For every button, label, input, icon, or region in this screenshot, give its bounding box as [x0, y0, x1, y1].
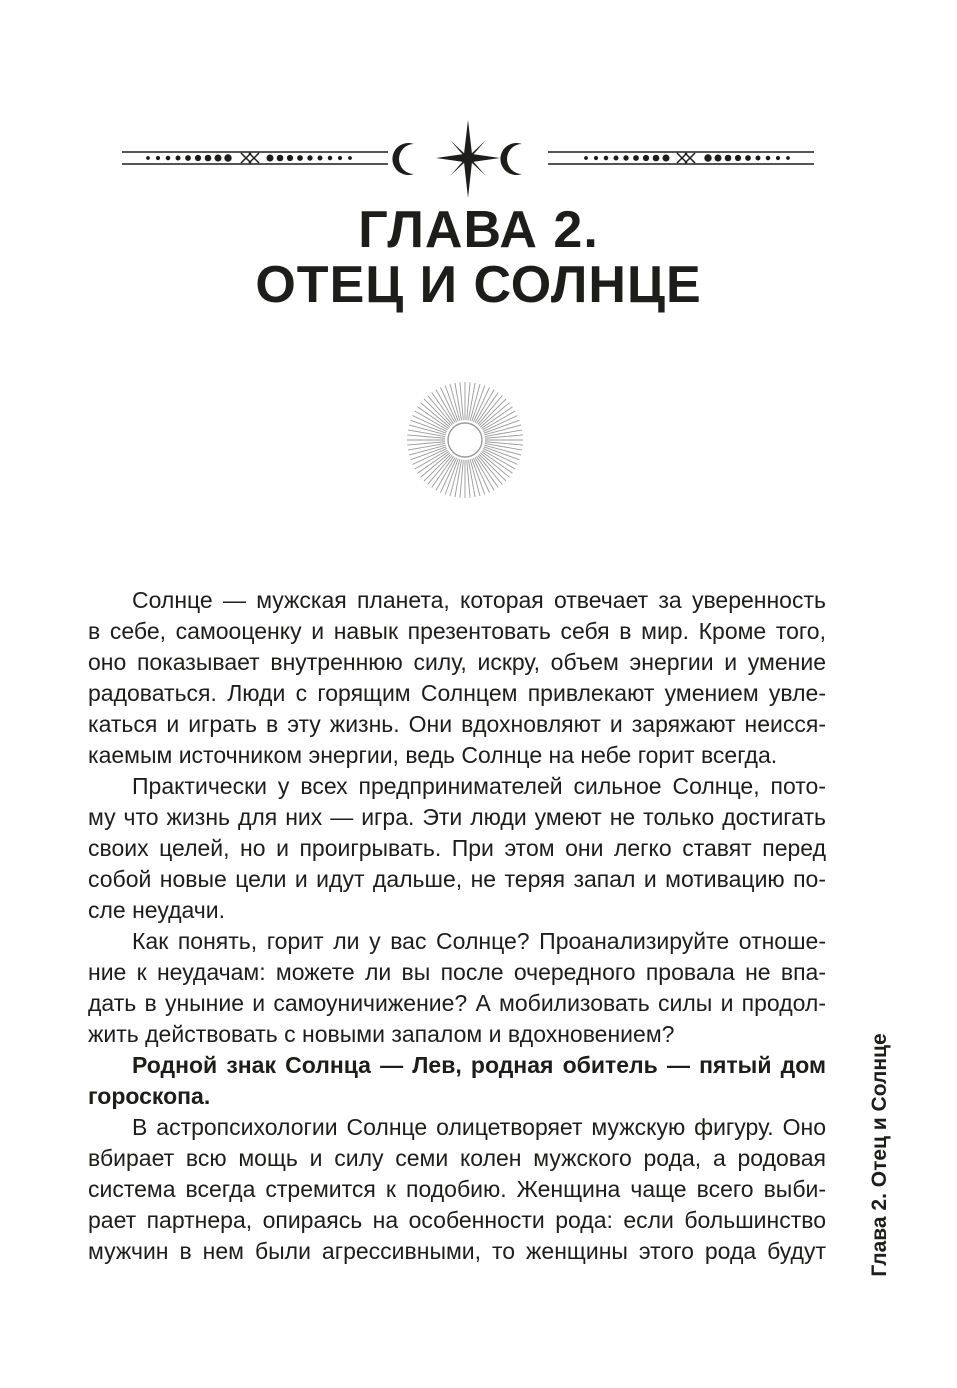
text-line: му что жизнь для них — игра. Эти люди умеют не только достигать	[88, 804, 826, 830]
text-line: оно показывает внутреннюю силу, искру, объем энергии и умение	[88, 649, 826, 675]
text-line: система всегда стремится к подобию. Женщина чаще всего выби-	[88, 1176, 826, 1202]
text-line: Практически у всех предпринимателей сильное Солнце, пото-	[132, 773, 826, 799]
chapter-title-line-2: ОТЕЦ И СОЛНЦЕ	[255, 256, 702, 314]
crescent-moon-icon	[500, 143, 522, 175]
text-line: Солнце — мужская планета, которая отвечает за уверенность	[132, 587, 826, 613]
right-border-line	[548, 152, 814, 164]
text-line: в себе, самооценку и навык презентовать себя в мир. Кроме того,	[88, 618, 826, 644]
text-line: своих целей, но и проигрывать. При этом они легко ставят перед	[88, 835, 826, 861]
text-line: вбирает всю мощь и силу семи колен мужского рода, а родовая	[88, 1145, 826, 1171]
text-line: сле неудачи.	[88, 897, 226, 923]
text-line: В астропсихологии Солнце олицетворяет мужскую фигуру. Оно	[132, 1114, 826, 1140]
text-line: дать в уныние и самоуничижение? А мобилизовать силы и продол-	[88, 990, 826, 1016]
body-text	[88, 585, 826, 1267]
text-line: каться и играть в эту жизнь. Они вдохновляют и заряжают неисся-	[88, 711, 826, 737]
crescent-moon-icon	[392, 143, 414, 175]
chapter-title-line-1: ГЛАВА 2.	[358, 201, 599, 259]
sun-rays-icon	[405, 380, 525, 500]
compass-star-icon	[436, 120, 500, 198]
text-line: жить действовать с новыми запалом и вдохновением?	[88, 1021, 675, 1047]
side-label: Глава 2. Отец и Солнце	[868, 1033, 891, 1277]
sun-ray	[424, 454, 451, 481]
text-line: мужчин в нем были агрессивными, то женщины этого рода будут	[88, 1238, 826, 1264]
text-line: собой новые цели и идут дальше, не теряя запал и мотивацию по-	[88, 866, 826, 892]
side-running-header	[862, 1030, 898, 1280]
text-line: Родной знак Солнца — Лев, родная обитель — пятый дом	[132, 1052, 826, 1078]
sun-ray	[479, 454, 506, 481]
text-line: Как понять, горит ли у вас Солнце? Проанализируйте отноше-	[132, 928, 826, 954]
sun-ray	[479, 399, 506, 426]
text-line: радоваться. Люди с горящим Солнцем привлекают умением увле-	[88, 680, 826, 706]
chapter-ornament	[118, 118, 818, 202]
text-line: ние к неудачам: можете ли вы после очередного провала не впа-	[88, 959, 826, 985]
left-border-line	[122, 152, 388, 164]
text-line: гороскопа.	[88, 1083, 211, 1109]
sun-ray	[424, 399, 451, 426]
text-line: каемым источником энергии, ведь Солнце на небе горит всегда.	[88, 742, 778, 768]
text-line: рает партнера, опираясь на особенности рода: если большинство	[88, 1207, 826, 1233]
